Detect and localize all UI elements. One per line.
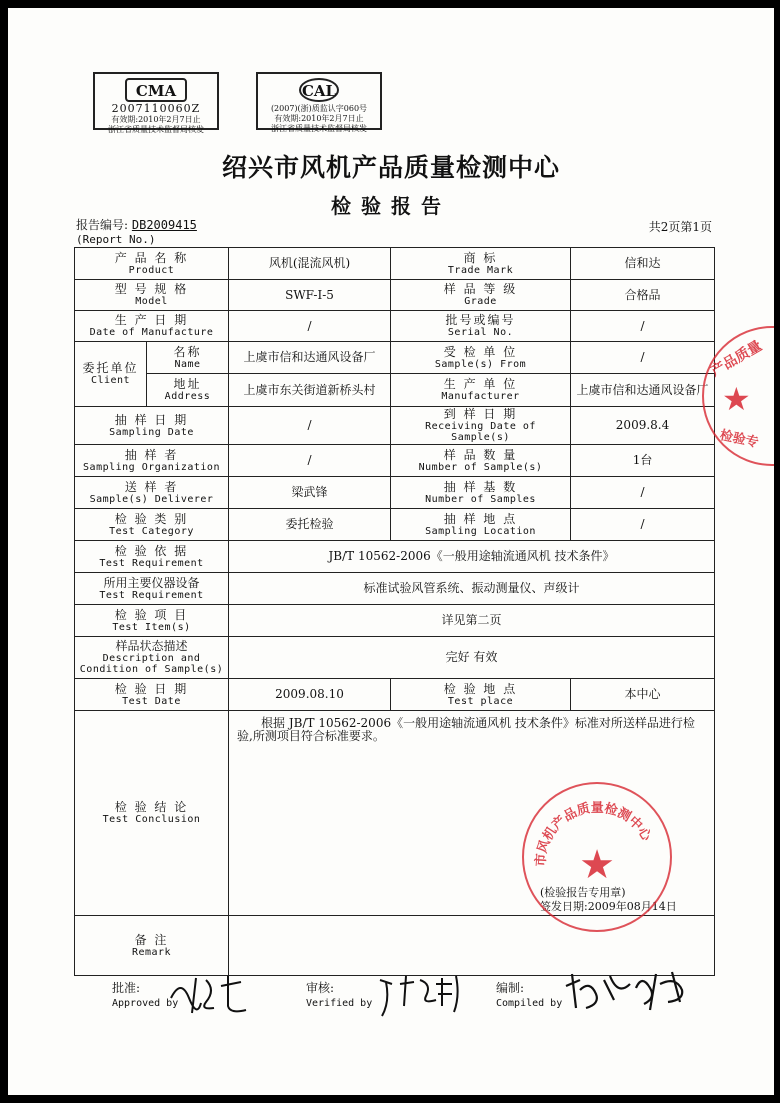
svg-text:★: ★ bbox=[579, 842, 615, 888]
test-date-value: 2009.08.10 bbox=[229, 679, 391, 711]
page-count: 共2页第1页 bbox=[648, 220, 712, 234]
serial-value: / bbox=[571, 311, 715, 342]
compiled-label-en: Compiled by bbox=[496, 998, 563, 1009]
side-seal-bottom: 检验专 bbox=[718, 428, 760, 451]
sample-number-value: 1台 bbox=[571, 445, 715, 477]
condition-value: 完好 有效 bbox=[229, 637, 715, 679]
test-items-value: 详见第二页 bbox=[229, 605, 715, 637]
inspection-seal bbox=[522, 782, 672, 932]
stamp-note-text: (检验报告专用章) bbox=[540, 886, 626, 899]
report-number bbox=[76, 216, 197, 233]
receiving-date-label: 到 样 日 期 Receiving Date of Sample(s) bbox=[391, 407, 571, 445]
compiled-label: 编制: bbox=[496, 981, 525, 995]
test-category-value: 委托检验 bbox=[229, 509, 391, 541]
sample-from-value: / bbox=[571, 342, 715, 374]
cma-cert-box bbox=[93, 72, 219, 134]
manufacturer-value: 上虞市信和达通风设备厂 bbox=[571, 374, 715, 407]
table-row bbox=[75, 445, 715, 477]
receiving-date-value: 2009.8.4 bbox=[571, 407, 715, 445]
side-seal-star: ★ bbox=[722, 380, 751, 418]
table-row bbox=[75, 342, 715, 374]
approved-label: 批准: bbox=[112, 981, 141, 995]
table-row bbox=[75, 407, 715, 445]
report-number-label: 报告编号: bbox=[76, 218, 129, 232]
page-subtitle: 检验报告 bbox=[331, 194, 451, 218]
cal-code: (2007)(浙)质监认字060号 bbox=[270, 104, 368, 113]
number-of-samples-value: / bbox=[571, 477, 715, 509]
sampling-org-value: / bbox=[229, 445, 391, 477]
table-row bbox=[75, 573, 715, 605]
table-row bbox=[75, 374, 715, 407]
manufacture-date-value: / bbox=[229, 311, 391, 342]
compiled-by bbox=[496, 980, 562, 1012]
table-row bbox=[75, 280, 715, 311]
remark-label: 备 注 Remark bbox=[75, 916, 229, 976]
compiled-signature bbox=[560, 966, 700, 1018]
issue-date: 签发日期:2009年08月14日 bbox=[540, 900, 677, 913]
cma-issuer: 浙江省质量技术监督局核发 bbox=[108, 125, 204, 134]
approved-label-en: Approved by bbox=[112, 998, 179, 1009]
sample-from-label: 受 检 单 位 Sample(s) From bbox=[391, 342, 571, 374]
client-label: 委托单位 Client bbox=[75, 342, 147, 407]
seal-ring-text bbox=[524, 784, 670, 930]
table-row bbox=[75, 477, 715, 509]
instruments-value: 标准试验风管系统、振动测量仪、声级计 bbox=[229, 573, 715, 605]
cal-issuer: 浙江省质量技术监督局核发 bbox=[271, 124, 367, 133]
sample-number-label: 样 品 数 量 Number of Sample(s) bbox=[391, 445, 571, 477]
cma-logo: CMA bbox=[125, 78, 187, 102]
report-number-value: DB2009415 bbox=[131, 218, 197, 232]
conclusion-text: 根据 JB/T 10562-2006《一般用途轴流通风机 技术条件》标准对所送样品进行检验,所测项目符合标准要求。 bbox=[237, 716, 695, 743]
sampling-location-value: / bbox=[571, 509, 715, 541]
manufacture-date-label: 生 产 日 期 Date of Manufacture bbox=[75, 311, 229, 342]
deliverer-label: 送 样 者 Sample(s) Deliverer bbox=[75, 477, 229, 509]
serial-label: 批号或编号 Serial No. bbox=[391, 311, 571, 342]
trade-mark-value: 信和达 bbox=[571, 248, 715, 280]
verified-by bbox=[306, 980, 372, 1012]
test-requirement-value: JB/T 10562-2006《一般用途轴流通风机 技术条件》 bbox=[229, 541, 715, 573]
conclusion-label: 检 验 结 论 Test Conclusion bbox=[75, 711, 229, 916]
test-requirement-label: 检 验 依 据 Test Requirement bbox=[75, 541, 229, 573]
cma-code: 2007110060Z bbox=[111, 102, 201, 115]
trade-mark-label: 商 标 Trade Mark bbox=[391, 248, 571, 280]
side-seal-text: 产品质量 bbox=[708, 337, 765, 380]
client-address-label: 地址 Address bbox=[147, 374, 229, 407]
cal-validity: 有效期:2010年2月7日止 bbox=[274, 114, 364, 123]
sampling-org-label: 抽 样 者 Sampling Organization bbox=[75, 445, 229, 477]
sampling-date-value: / bbox=[229, 407, 391, 445]
document-page bbox=[8, 8, 774, 1095]
table-row bbox=[75, 637, 715, 679]
manufacturer-label: 生 产 单 位 Manufacturer bbox=[391, 374, 571, 407]
approved-signature bbox=[166, 968, 256, 1018]
instruments-label: 所用主要仪器设备 Test Requirement bbox=[75, 573, 229, 605]
grade-value: 合格品 bbox=[571, 280, 715, 311]
client-name-value: 上虞市信和达通风设备厂 bbox=[229, 342, 391, 374]
model-label: 型 号 规 格 Model bbox=[75, 280, 229, 311]
table-row bbox=[75, 605, 715, 637]
grade-label: 样 品 等 级 Grade bbox=[391, 280, 571, 311]
svg-text:市风机产品质量检测中心: 市风机产品质量检测中心 bbox=[533, 800, 654, 868]
verified-label-en: Verified by bbox=[306, 998, 373, 1009]
client-address-value: 上虞市东关街道新桥头村 bbox=[229, 374, 391, 407]
cal-logo: CAL bbox=[299, 78, 339, 102]
table-row bbox=[75, 248, 715, 280]
model-value: SWF-I-5 bbox=[229, 280, 391, 311]
condition-label: 样品状态描述 Description and Condition of Sample(s) bbox=[75, 637, 229, 679]
verified-label: 审核: bbox=[306, 981, 335, 995]
table-row bbox=[75, 541, 715, 573]
test-date-label: 检 验 日 期 Test Date bbox=[75, 679, 229, 711]
verified-signature bbox=[376, 970, 476, 1020]
table-row bbox=[75, 679, 715, 711]
product-name-label: 产 品 名 称 Product bbox=[75, 248, 229, 280]
test-items-label: 检 验 项 目 Test Item(s) bbox=[75, 605, 229, 637]
sampling-date-label: 抽 样 日 期 Sampling Date bbox=[75, 407, 229, 445]
report-number-en: (Report No.) bbox=[76, 233, 156, 246]
table-row bbox=[75, 311, 715, 342]
number-of-samples-label: 抽 样 基 数 Number of Samples bbox=[391, 477, 571, 509]
test-category-label: 检 验 类 别 Test Category bbox=[75, 509, 229, 541]
product-name-value: 风机(混流风机) bbox=[229, 248, 391, 280]
test-place-label: 检 验 地 点 Test place bbox=[391, 679, 571, 711]
table-row bbox=[75, 509, 715, 541]
cma-validity: 有效期:2010年2月7日止 bbox=[111, 115, 201, 124]
test-place-value: 本中心 bbox=[571, 679, 715, 711]
sampling-location-label: 抽 样 地 点 Sampling Location bbox=[391, 509, 571, 541]
cal-cert-box bbox=[256, 72, 382, 133]
deliverer-value: 梁武锋 bbox=[229, 477, 391, 509]
client-name-label: 名称 Name bbox=[147, 342, 229, 374]
page-title: 绍兴市风机产品质量检测中心 bbox=[221, 153, 560, 182]
